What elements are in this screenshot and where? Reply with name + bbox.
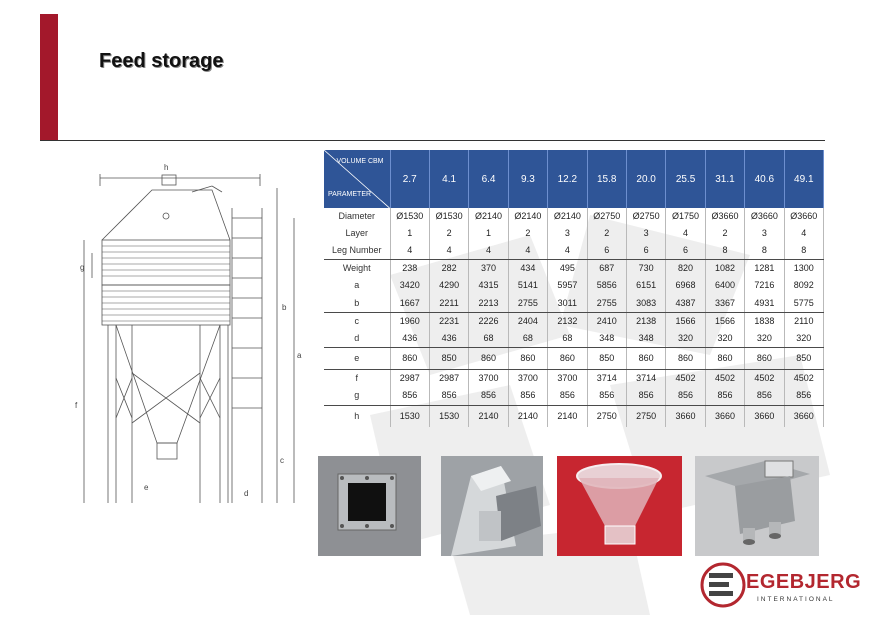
table-header-row	[324, 150, 824, 208]
table-cell: 856	[548, 387, 587, 405]
table-cell: 320	[784, 330, 823, 348]
volume-header: 6.4	[469, 150, 508, 208]
table-cell: 860	[508, 347, 547, 369]
table-cell: 856	[469, 387, 508, 405]
table-cell: 2	[429, 225, 468, 242]
row-label: d	[324, 330, 390, 348]
spec-table	[324, 150, 824, 427]
table-cell: 2231	[429, 312, 468, 330]
dim-label-b: b	[282, 303, 287, 312]
table-cell: Ø1530	[390, 208, 429, 225]
dim-label-c: c	[280, 456, 284, 465]
table-cell: 320	[745, 330, 784, 348]
egebjerg-logo	[700, 561, 862, 611]
volume-header: 15.8	[587, 150, 626, 208]
table-cell: 856	[666, 387, 705, 405]
table-row	[324, 405, 824, 427]
table-row	[324, 294, 824, 312]
table-cell: 68	[508, 330, 547, 348]
table-cell: 238	[390, 260, 429, 278]
table-row	[324, 347, 824, 369]
corner-label-volume: VOLUME CBM	[336, 158, 384, 165]
table-cell: 8	[745, 242, 784, 260]
table-cell: 4	[469, 242, 508, 260]
row-label: Diameter	[324, 208, 390, 225]
table-cell: 3660	[705, 405, 744, 427]
table-cell: 2750	[587, 405, 626, 427]
table-cell: 348	[587, 330, 626, 348]
table-cell: 856	[705, 387, 744, 405]
table-cell: 687	[587, 260, 626, 278]
table-cell: 5856	[587, 277, 626, 294]
table-cell: 860	[745, 347, 784, 369]
table-cell: 3660	[666, 405, 705, 427]
table-cell: 1082	[705, 260, 744, 278]
photo-inspection-hatch	[318, 456, 421, 556]
table-cell: 2987	[429, 370, 468, 388]
table-cell: 1281	[745, 260, 784, 278]
table-cell: Ø3660	[745, 208, 784, 225]
corner-label-parameter: PARAMETER	[328, 191, 372, 198]
table-cell: 3700	[548, 370, 587, 388]
slide-title: Feed storage	[99, 50, 224, 72]
table-cell: 856	[587, 387, 626, 405]
table-cell: 2211	[429, 294, 468, 312]
table-cell: 8092	[784, 277, 823, 294]
table-cell: 3700	[469, 370, 508, 388]
table-cell: 5775	[784, 294, 823, 312]
table-cell: 4387	[666, 294, 705, 312]
table-cell: 860	[666, 347, 705, 369]
table-cell: Ø2750	[587, 208, 626, 225]
table-cell: Ø1750	[666, 208, 705, 225]
table-cell: 2410	[587, 312, 626, 330]
table-cell: 2987	[390, 370, 429, 388]
table-row	[324, 277, 824, 294]
volume-header: 31.1	[705, 150, 744, 208]
row-label: f	[324, 370, 390, 388]
divider-line	[40, 140, 825, 141]
table-cell: 4502	[784, 370, 823, 388]
table-cell: 348	[626, 330, 665, 348]
table-cell: 850	[784, 347, 823, 369]
table-cell: 850	[429, 347, 468, 369]
table-cell: 860	[548, 347, 587, 369]
table-cell: 1300	[784, 260, 823, 278]
table-cell: 3660	[784, 405, 823, 427]
volume-header: 2.7	[390, 150, 429, 208]
table-cell: 2750	[626, 405, 665, 427]
table-cell: 860	[705, 347, 744, 369]
table-cell: Ø2750	[626, 208, 665, 225]
table-cell: 4315	[469, 277, 508, 294]
volume-header: 20.0	[626, 150, 665, 208]
table-cell: 6968	[666, 277, 705, 294]
table-cell: 3011	[548, 294, 587, 312]
row-label: g	[324, 387, 390, 405]
table-cell: 2110	[784, 312, 823, 330]
table-cell: 4502	[745, 370, 784, 388]
table-cell: 856	[626, 387, 665, 405]
table-cell: 2755	[508, 294, 547, 312]
table-cell: 3660	[745, 405, 784, 427]
row-label: h	[324, 405, 390, 427]
table-cell: 4	[548, 242, 587, 260]
row-label: a	[324, 277, 390, 294]
volume-header: 4.1	[429, 150, 468, 208]
table-cell: 2226	[469, 312, 508, 330]
table-cell: 860	[626, 347, 665, 369]
table-cell: 1667	[390, 294, 429, 312]
table-row	[324, 312, 824, 330]
table-cell: 4502	[666, 370, 705, 388]
table-cell: 370	[469, 260, 508, 278]
table-cell: 6	[666, 242, 705, 260]
table-cell: 3420	[390, 277, 429, 294]
dim-label-e: e	[144, 483, 149, 492]
table-cell: 4	[429, 242, 468, 260]
table-cell: 3	[745, 225, 784, 242]
table-cell: 434	[508, 260, 547, 278]
spec-table-container	[324, 150, 824, 427]
table-cell: 4	[390, 242, 429, 260]
table-cell: 5141	[508, 277, 547, 294]
table-cell: 2404	[508, 312, 547, 330]
table-cell: 3700	[508, 370, 547, 388]
table-cell: 730	[626, 260, 665, 278]
table-cell: 4290	[429, 277, 468, 294]
table-cell: 6	[587, 242, 626, 260]
table-cell: Ø3660	[784, 208, 823, 225]
table-cell: Ø3660	[705, 208, 744, 225]
row-label: c	[324, 312, 390, 330]
volume-header: 49.1	[784, 150, 823, 208]
table-cell: 2132	[548, 312, 587, 330]
table-cell: 2140	[548, 405, 587, 427]
table-row	[324, 242, 824, 260]
silo-technical-drawing	[72, 158, 312, 523]
table-cell: 8	[784, 242, 823, 260]
table-cell: 6400	[705, 277, 744, 294]
logo-subtitle: INTERNATIONAL	[757, 596, 835, 603]
table-body	[324, 208, 824, 427]
table-row	[324, 225, 824, 242]
table-cell: 1	[390, 225, 429, 242]
table-cell: 2140	[469, 405, 508, 427]
table-cell: 1	[469, 225, 508, 242]
table-cell: 1838	[745, 312, 784, 330]
table-cell: 320	[705, 330, 744, 348]
table-cell: 1566	[666, 312, 705, 330]
photo-outlet-slide	[441, 456, 543, 556]
row-label: Leg Number	[324, 242, 390, 260]
table-cell: 4	[666, 225, 705, 242]
table-cell: 2	[705, 225, 744, 242]
egebjerg-logo-icon	[700, 561, 746, 609]
table-row	[324, 387, 824, 405]
row-label: b	[324, 294, 390, 312]
table-cell: 1960	[390, 312, 429, 330]
table-cell: 850	[587, 347, 626, 369]
volume-header: 25.5	[666, 150, 705, 208]
table-cell: 856	[784, 387, 823, 405]
table-cell: 2755	[587, 294, 626, 312]
table-cell: 860	[469, 347, 508, 369]
table-cell: 820	[666, 260, 705, 278]
table-corner-header	[324, 150, 390, 208]
table-cell: 4	[784, 225, 823, 242]
table-cell: 1566	[705, 312, 744, 330]
table-cell: 2140	[508, 405, 547, 427]
table-cell: Ø1530	[429, 208, 468, 225]
table-cell: 7216	[745, 277, 784, 294]
table-cell: 6151	[626, 277, 665, 294]
table-cell: 860	[390, 347, 429, 369]
table-cell: 856	[508, 387, 547, 405]
table-cell: 1530	[390, 405, 429, 427]
table-cell: 436	[390, 330, 429, 348]
table-cell: 2213	[469, 294, 508, 312]
table-cell: 320	[666, 330, 705, 348]
table-cell: 4931	[745, 294, 784, 312]
table-cell: 68	[469, 330, 508, 348]
logo-name: EGEBJERG	[746, 571, 862, 593]
table-cell: Ø2140	[508, 208, 547, 225]
table-cell: 8	[705, 242, 744, 260]
volume-header: 9.3	[508, 150, 547, 208]
row-label: Layer	[324, 225, 390, 242]
table-cell: Ø2140	[469, 208, 508, 225]
table-cell: 6	[626, 242, 665, 260]
volume-header: 40.6	[745, 150, 784, 208]
table-cell: 3714	[626, 370, 665, 388]
table-cell: 2	[508, 225, 547, 242]
table-cell: 1530	[429, 405, 468, 427]
table-cell: 856	[429, 387, 468, 405]
dim-label-a: a	[297, 351, 302, 360]
table-cell: 68	[548, 330, 587, 348]
table-cell: 2138	[626, 312, 665, 330]
table-cell: 3367	[705, 294, 744, 312]
photo-twin-outlet-box	[695, 456, 819, 556]
row-label: e	[324, 347, 390, 369]
table-cell: 3083	[626, 294, 665, 312]
photo-transparent-hopper	[557, 456, 682, 556]
dim-label-g: g	[80, 263, 85, 272]
row-label: Weight	[324, 260, 390, 278]
table-cell: 495	[548, 260, 587, 278]
table-row	[324, 260, 824, 278]
table-cell: Ø2140	[548, 208, 587, 225]
dim-label-h: h	[164, 163, 169, 172]
table-cell: 282	[429, 260, 468, 278]
table-cell: 3	[548, 225, 587, 242]
dim-label-d: d	[244, 489, 249, 498]
table-row	[324, 208, 824, 225]
table-cell: 4	[508, 242, 547, 260]
accent-bar	[40, 14, 58, 140]
table-cell: 856	[745, 387, 784, 405]
table-cell: 5957	[548, 277, 587, 294]
table-cell: 3	[626, 225, 665, 242]
table-row	[324, 370, 824, 388]
dim-label-f: f	[75, 401, 78, 410]
volume-header: 12.2	[548, 150, 587, 208]
table-cell: 4502	[705, 370, 744, 388]
table-cell: 856	[390, 387, 429, 405]
table-cell: 2	[587, 225, 626, 242]
table-cell: 3714	[587, 370, 626, 388]
table-row	[324, 330, 824, 348]
table-cell: 436	[429, 330, 468, 348]
